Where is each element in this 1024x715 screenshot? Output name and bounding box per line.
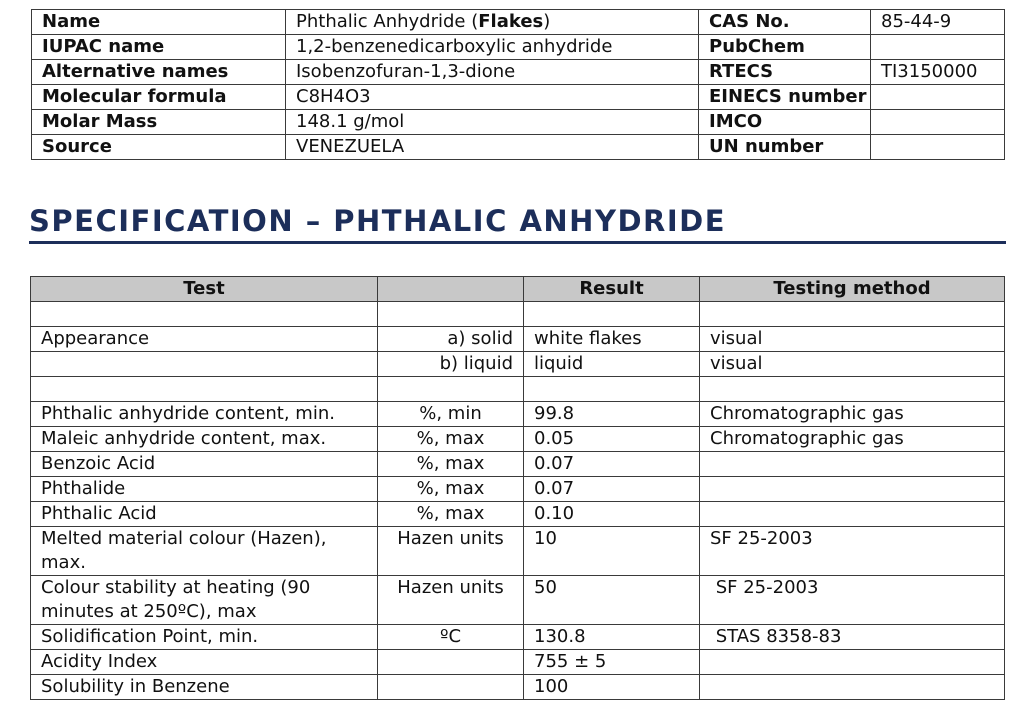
table-row [31, 302, 1005, 327]
result-cell [524, 302, 700, 327]
result-cell: 0.07 [524, 477, 700, 502]
table-row [31, 377, 1005, 402]
info-value [871, 135, 1005, 160]
method-cell [700, 452, 1005, 477]
header-result: Result [524, 277, 700, 302]
info-label: CAS No. [699, 10, 871, 35]
info-value: C8H4O3 [286, 85, 699, 110]
spec-header-row [31, 277, 1005, 302]
info-value [871, 110, 1005, 135]
unit-cell: %, max [378, 452, 524, 477]
test-cell: Appearance [31, 327, 378, 352]
result-cell: 0.10 [524, 502, 700, 527]
unit-cell: Hazen units [378, 527, 524, 576]
info-value: 85-44-9 [871, 10, 1005, 35]
header-method: Testing method [700, 277, 1005, 302]
unit-cell [378, 302, 524, 327]
table-row [31, 327, 1005, 352]
info-label: Alternative names [32, 60, 286, 85]
test-cell: Colour stability at heating (90 minutes at 250ºC), max [31, 576, 378, 625]
method-cell [700, 675, 1005, 700]
unit-cell: %, min [378, 402, 524, 427]
info-value: 1,2-benzenedicarboxylic anhydride [286, 35, 699, 60]
header-test: Test [31, 277, 378, 302]
info-label: Molecular formula [32, 85, 286, 110]
header-unit [378, 277, 524, 302]
method-cell [700, 302, 1005, 327]
test-cell: Solidification Point, min. [31, 625, 378, 650]
unit-cell: ºC [378, 625, 524, 650]
result-cell [524, 377, 700, 402]
method-cell: SF 25-2003 [700, 576, 1005, 625]
test-cell [31, 352, 378, 377]
info-label: PubChem [699, 35, 871, 60]
info-value: VENEZUELA [286, 135, 699, 160]
unit-cell [378, 650, 524, 675]
table-row [31, 352, 1005, 377]
test-cell [31, 302, 378, 327]
result-cell: 99.8 [524, 402, 700, 427]
test-cell: Phthalic anhydride content, min. [31, 402, 378, 427]
info-label: Source [32, 135, 286, 160]
table-row [31, 576, 1005, 625]
table-row [31, 625, 1005, 650]
section-title: SPECIFICATION – PHTHALIC ANHYDRIDE [29, 203, 1006, 244]
test-cell [31, 377, 378, 402]
specification-table [30, 276, 1005, 700]
method-cell [700, 377, 1005, 402]
unit-cell [378, 377, 524, 402]
table-row [31, 675, 1005, 700]
test-cell: Melted material colour (Hazen), max. [31, 527, 378, 576]
table-row [31, 452, 1005, 477]
info-value: 148.1 g/mol [286, 110, 699, 135]
unit-cell: %, max [378, 502, 524, 527]
table-row [31, 502, 1005, 527]
method-cell: SF 25-2003 [700, 527, 1005, 576]
info-value: Isobenzofuran-1,3-dione [286, 60, 699, 85]
result-cell: 755 ± 5 [524, 650, 700, 675]
unit-cell: a) solid [378, 327, 524, 352]
test-cell: Phthalide [31, 477, 378, 502]
info-value [871, 35, 1005, 60]
info-row [32, 110, 1005, 135]
result-cell: 100 [524, 675, 700, 700]
info-row [32, 35, 1005, 60]
result-cell: 0.05 [524, 427, 700, 452]
info-value [871, 85, 1005, 110]
info-label: Molar Mass [32, 110, 286, 135]
test-cell: Maleic anhydride content, max. [31, 427, 378, 452]
result-cell: 0.07 [524, 452, 700, 477]
unit-cell: %, max [378, 427, 524, 452]
info-label: UN number [699, 135, 871, 160]
method-cell [700, 477, 1005, 502]
info-label: IMCO [699, 110, 871, 135]
method-cell [700, 502, 1005, 527]
table-row [31, 427, 1005, 452]
method-cell: STAS 8358-83 [700, 625, 1005, 650]
result-cell: liquid [524, 352, 700, 377]
test-cell: Benzoic Acid [31, 452, 378, 477]
table-row [31, 477, 1005, 502]
method-cell [700, 650, 1005, 675]
unit-cell [378, 675, 524, 700]
product-info-table [31, 9, 1005, 160]
info-label: IUPAC name [32, 35, 286, 60]
test-cell: Acidity Index [31, 650, 378, 675]
info-value: TI3150000 [871, 60, 1005, 85]
unit-cell: %, max [378, 477, 524, 502]
result-cell: 10 [524, 527, 700, 576]
method-cell: Chromatographic gas [700, 427, 1005, 452]
result-cell: 130.8 [524, 625, 700, 650]
info-label: EINECS number [699, 85, 871, 110]
test-cell: Solubility in Benzene [31, 675, 378, 700]
table-row [31, 650, 1005, 675]
info-row [32, 60, 1005, 85]
info-row [32, 85, 1005, 110]
info-label: Name [32, 10, 286, 35]
result-cell: 50 [524, 576, 700, 625]
info-label: RTECS [699, 60, 871, 85]
info-row [32, 10, 1005, 35]
info-row [32, 135, 1005, 160]
method-cell: Chromatographic gas [700, 402, 1005, 427]
table-row [31, 402, 1005, 427]
unit-cell: b) liquid [378, 352, 524, 377]
test-cell: Phthalic Acid [31, 502, 378, 527]
method-cell: visual [700, 327, 1005, 352]
table-row [31, 527, 1005, 576]
method-cell: visual [700, 352, 1005, 377]
info-value: Phthalic Anhydride (Flakes) [286, 10, 699, 35]
result-cell: white flakes [524, 327, 700, 352]
unit-cell: Hazen units [378, 576, 524, 625]
